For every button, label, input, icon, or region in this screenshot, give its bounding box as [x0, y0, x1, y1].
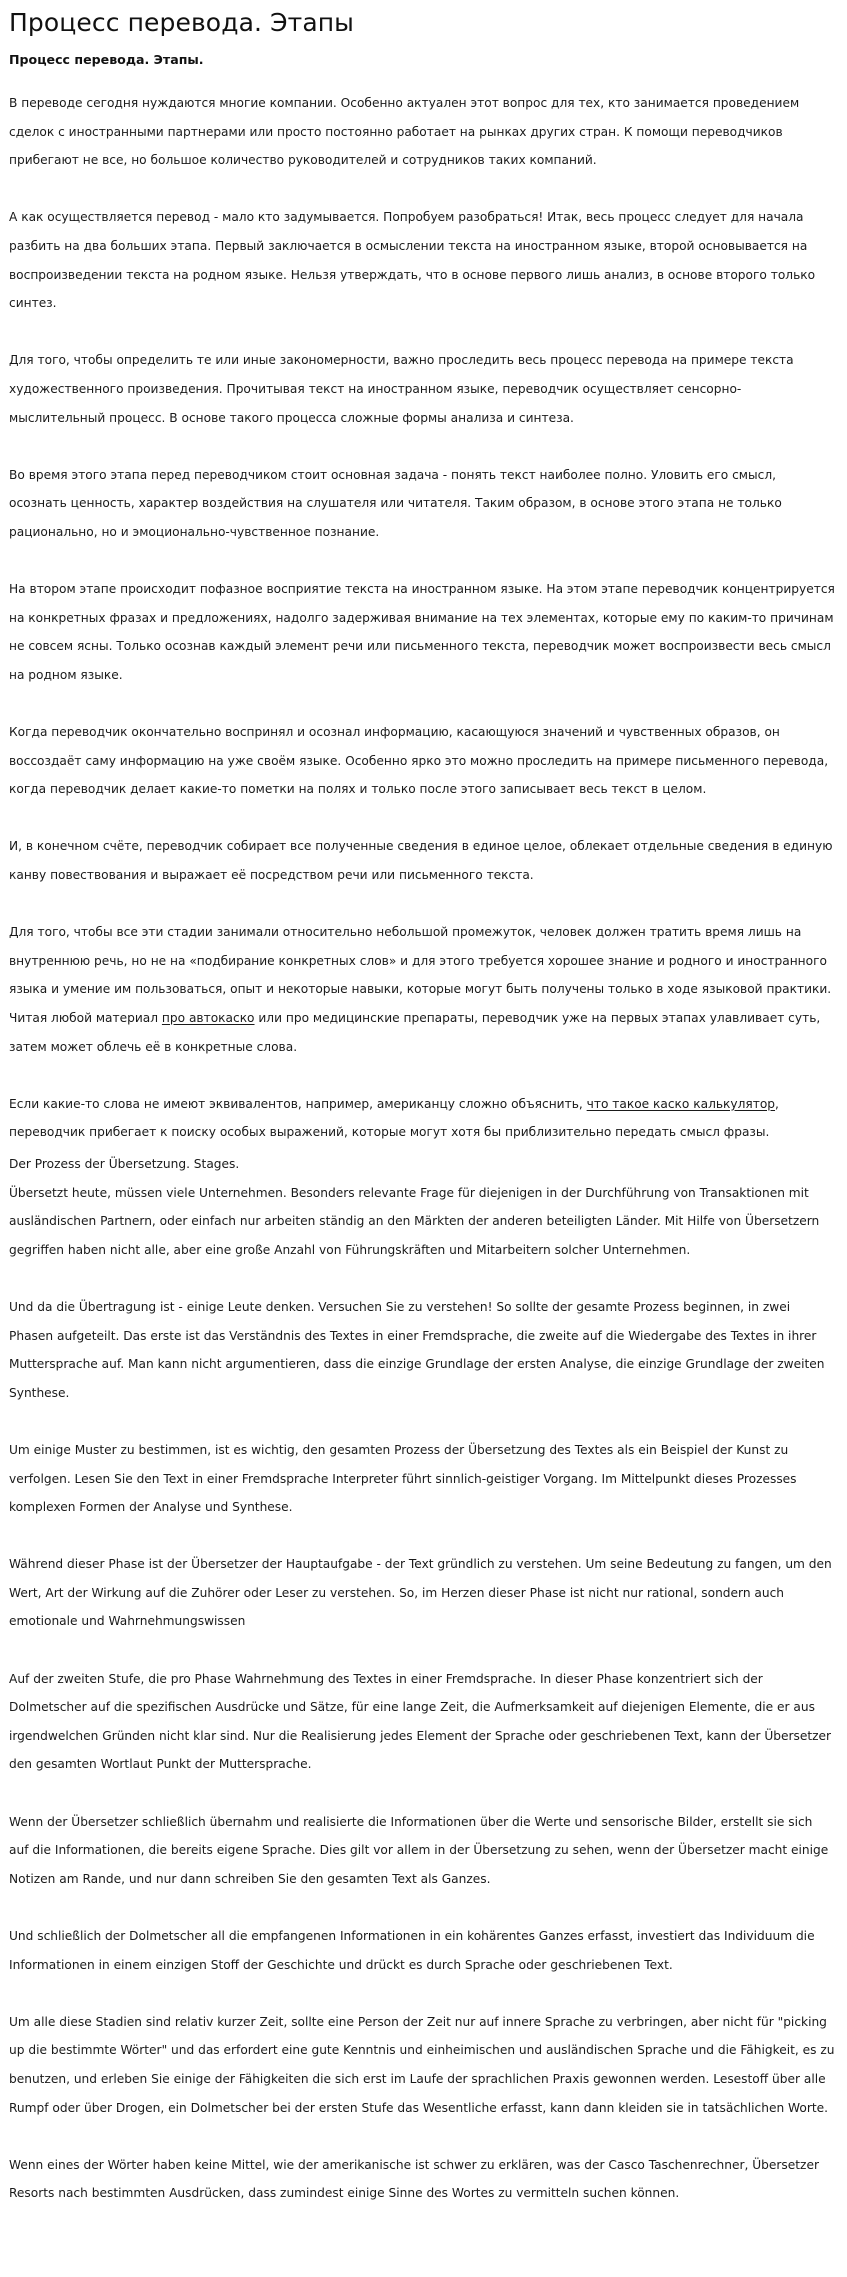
russian-section	[9, 89, 835, 1147]
ru-paragraph-9-text-start: Если какие-то слова не имеют эквивалентов, например, американцу сложно объяснить,	[9, 1096, 587, 1111]
de-paragraph-3: Um einige Muster zu bestimmen, ist es wichtig, den gesamten Prozess der Übersetzung des Textes als ein Beispiel der Kunst zu verfolgen. Lesen Sie den Text in einer Fremdsprache Interpreter führt sinnlich-geistiger Vorgang. Im Mittelpunkt dieses Prozesses komplexen Formen der Analyse und Synthese.	[9, 1442, 797, 1515]
de-paragraph-4: Während dieser Phase ist der Übersetzer der Hauptaufgabe - der Text gründlich zu verstehen. Um seine Bedeutung zu fangen, um den Wert, Art der Wirkung auf die Zuhörer oder Leser zu verstehen. So, im Herzen dieser Phase ist nicht nur rational, sondern auch emotionale und Wahrnehmungswissen	[9, 1557, 832, 1629]
de-paragraph-9: Wenn eines der Wörter haben keine Mittel, wie der amerikanische ist schwer zu erklären, was der Casco Taschenrechner, Übersetzer Resorts nach bestimmten Ausdrücken, dass zumindest einige Sinne des Wortes zu vermitteln suchen können.	[9, 2157, 819, 2201]
de-heading: Der Prozess der Übersetzung. Stages.	[9, 1156, 240, 1171]
ru-paragraph-3: Для того, чтобы определить те или иные закономерности, важно проследить весь процесс перевода на примере текста художественного произведения. Прочитывая текст на иностранном языке, переводчик осуществляет сенсорно-мыслительный процесс. В основе такого процесса сложные формы анализа и синтеза.	[9, 353, 794, 425]
ru-paragraph-2: А как осуществляется перевод - мало кто задумывается. Попробуем разобраться! Итак, весь процесс следует для начала разбить на два больших этапа. Первый заключается в осмыслении текста на иностранном языке, второй основывается на воспроизведении текста на родном языке. Нельзя утверждать, что в основе первого лишь анализ, в основе второго только синтез.	[9, 210, 816, 311]
ru-paragraph-5: На втором этапе происходит пофазное восприятие текста на иностранном языке. На этом этапе переводчик концентрируется на конкретных фразах и предложениях, надолго задерживая внимание на тех элементах, которые ему по каким-то причинам не совсем ясны. Только осознав каждый элемент речи или письменного текста, переводчик может воспроизвести весь смысл на родном языке.	[9, 582, 835, 682]
ru-paragraph-9	[9, 1090, 835, 1147]
de-paragraph-7: Und schließlich der Dolmetscher all die empfangenen Informationen in ein kohärentes Ganzes erfasst, investiert das Individuum die Informationen in einem einzigen Stoff der Geschichte und drückt es durch Sprache oder geschriebenen Text.	[9, 1929, 815, 1972]
ru-paragraph-7: И, в конечном счёте, переводчик собирает все полученные сведения в единое целое, облекает отдельные сведения в единую канву повествования и выражает её посредством речи или письменного текста.	[9, 839, 833, 883]
de-paragraph-1: Übersetzt heute, müssen viele Unternehmen. Besonders relevante Frage für diejenigen in der Durchführung von Transaktionen mit ausländischen Partnern, oder einfach nur arbeiten ständig an den Märkten der anderen beteiligten Länder. Mit Hilfe von Übersetzern gegriffen haben nicht alle, aber eine große Anzahl von Führungskräften und Mitarbeitern solcher Unternehmen.	[9, 1185, 820, 1257]
autocasco-link[interactable]: про автокаско	[161, 1011, 255, 1025]
de-paragraph-2: Und da die Übertragung ist - einige Leute denken. Versuchen Sie zu verstehen! So sollte der gesamte Prozess beginnen, in zwei Phasen aufgeteilt. Das erste ist das Verständnis des Textes in einer Fremdsprache, die zweite auf die Wiedergabe des Textes in ihrer Muttersprache auf. Man kann nicht argumentieren, dass die einzige Grundlage der ersten Analyse, die einzige Grundlage der zweiten Synthese.	[9, 1299, 825, 1400]
casco-calculator-link[interactable]: что такое каско калькулятор	[586, 1096, 776, 1111]
de-paragraph-5: Auf der zweiten Stufe, die pro Phase Wahrnehmung des Textes in einer Fremdsprache. In dieser Phase konzentriert sich der Dolmetscher auf die spezifischen Ausdrücke und Sätze, für eine lange Zeit, die Aufmerksamkeit auf diejenigen Elemente, die er aus irgendwelchen Gründen nicht klar sind. Nur die Realisierung jedes Element der Sprache oder geschriebenen Text, kann der Übersetzer den gesamten Wortlaut Punkt der Muttersprache.	[9, 1671, 832, 1772]
ru-paragraph-4: Во время этого этапа перед переводчиком стоит основная задача - понять текст наиболее полно. Уловить его смысл, осознать ценность, характер воздействия на слушателя или читателя. Таким образом, в основе этого этапа не только рационально, но и эмоционально-чувственное познание.	[9, 467, 782, 539]
de-paragraph-6: Wenn der Übersetzer schließlich übernahm und realisierte die Informationen über die Werte und sensorische Bilder, erstellt sie sich auf die Informationen, die bereits eigene Sprache. Dies gilt vor allem in der Übersetzung zu sehen, wenn der Übersetzer macht einige Notizen am Rande, und nur dann schreiben Sie den gesamten Text als Ganzes.	[9, 1814, 829, 1886]
article-subtitle: Процесс перевода. Этапы.	[9, 52, 204, 67]
ru-paragraph-8-text-end: или про медицинские препараты, переводчик уже на первых этапах улавливает суть, затем может облечь её в конкретные слова.	[9, 1011, 821, 1054]
ru-paragraph-6: Когда переводчик окончательно воспринял и осознал информацию, касающуюся значений и чувственных образов, он воссоздаёт саму информацию на уже своём языке. Особенно ярко это можно проследить на примере письменного перевода, когда переводчик делает какие-то пометки на полях и только после этого записывает весь текст в целом.	[9, 725, 829, 797]
german-section	[9, 1150, 835, 2208]
ru-paragraph-8-text-start: Для того, чтобы все эти стадии занимали относительно небольшой промежуток, человек должен тратить время лишь на внутреннюю речь, но не на «подбирание конкретных слов» и для этого требуется хорошее знание и родного и иностранного языка и умение им пользоваться, опыт и некоторые навыки, которые могут быть получены только в ходе языковой практики. Читая любой материал	[9, 925, 832, 1025]
page-title: Процесс перевода. Этапы	[9, 8, 355, 37]
ru-paragraph-8	[9, 918, 835, 1061]
ru-paragraph-9-text-end: , переводчик прибегает к поиску особых выражений, которые могут хотя бы приблизительно передать смысл фразы.	[9, 1096, 779, 1140]
ru-paragraph-1: В переводе сегодня нуждаются многие компании. Особенно актуален этот вопрос для тех, кто занимается проведением сделок с иностранными партнерами или просто постоянно работает на рынках других стран. К помощи переводчиков прибегают не все, но большое количество руководителей и сотрудников таких компаний.	[9, 96, 800, 168]
de-paragraph-8: Um alle diese Stadien sind relativ kurzer Zeit, sollte eine Person der Zeit nur auf innere Sprache zu verbringen, aber nicht für "picking up die bestimmte Wörter" und das erfordert eine gute Kenntnis und einheimischen und ausländischen Sprache und die Fähigkeit, es zu benutzen, und erleben Sie einige der Fähigkeiten die sich erst im Laufe der sprachlichen Praxis gewonnen werden. Lesestoff über alle Rumpf oder über Drogen, ein Dolmetscher bei der ersten Stufe das Wesentliche erfasst, kann dann kleiden sie in tatsächlichen Worte.	[9, 2014, 835, 2115]
